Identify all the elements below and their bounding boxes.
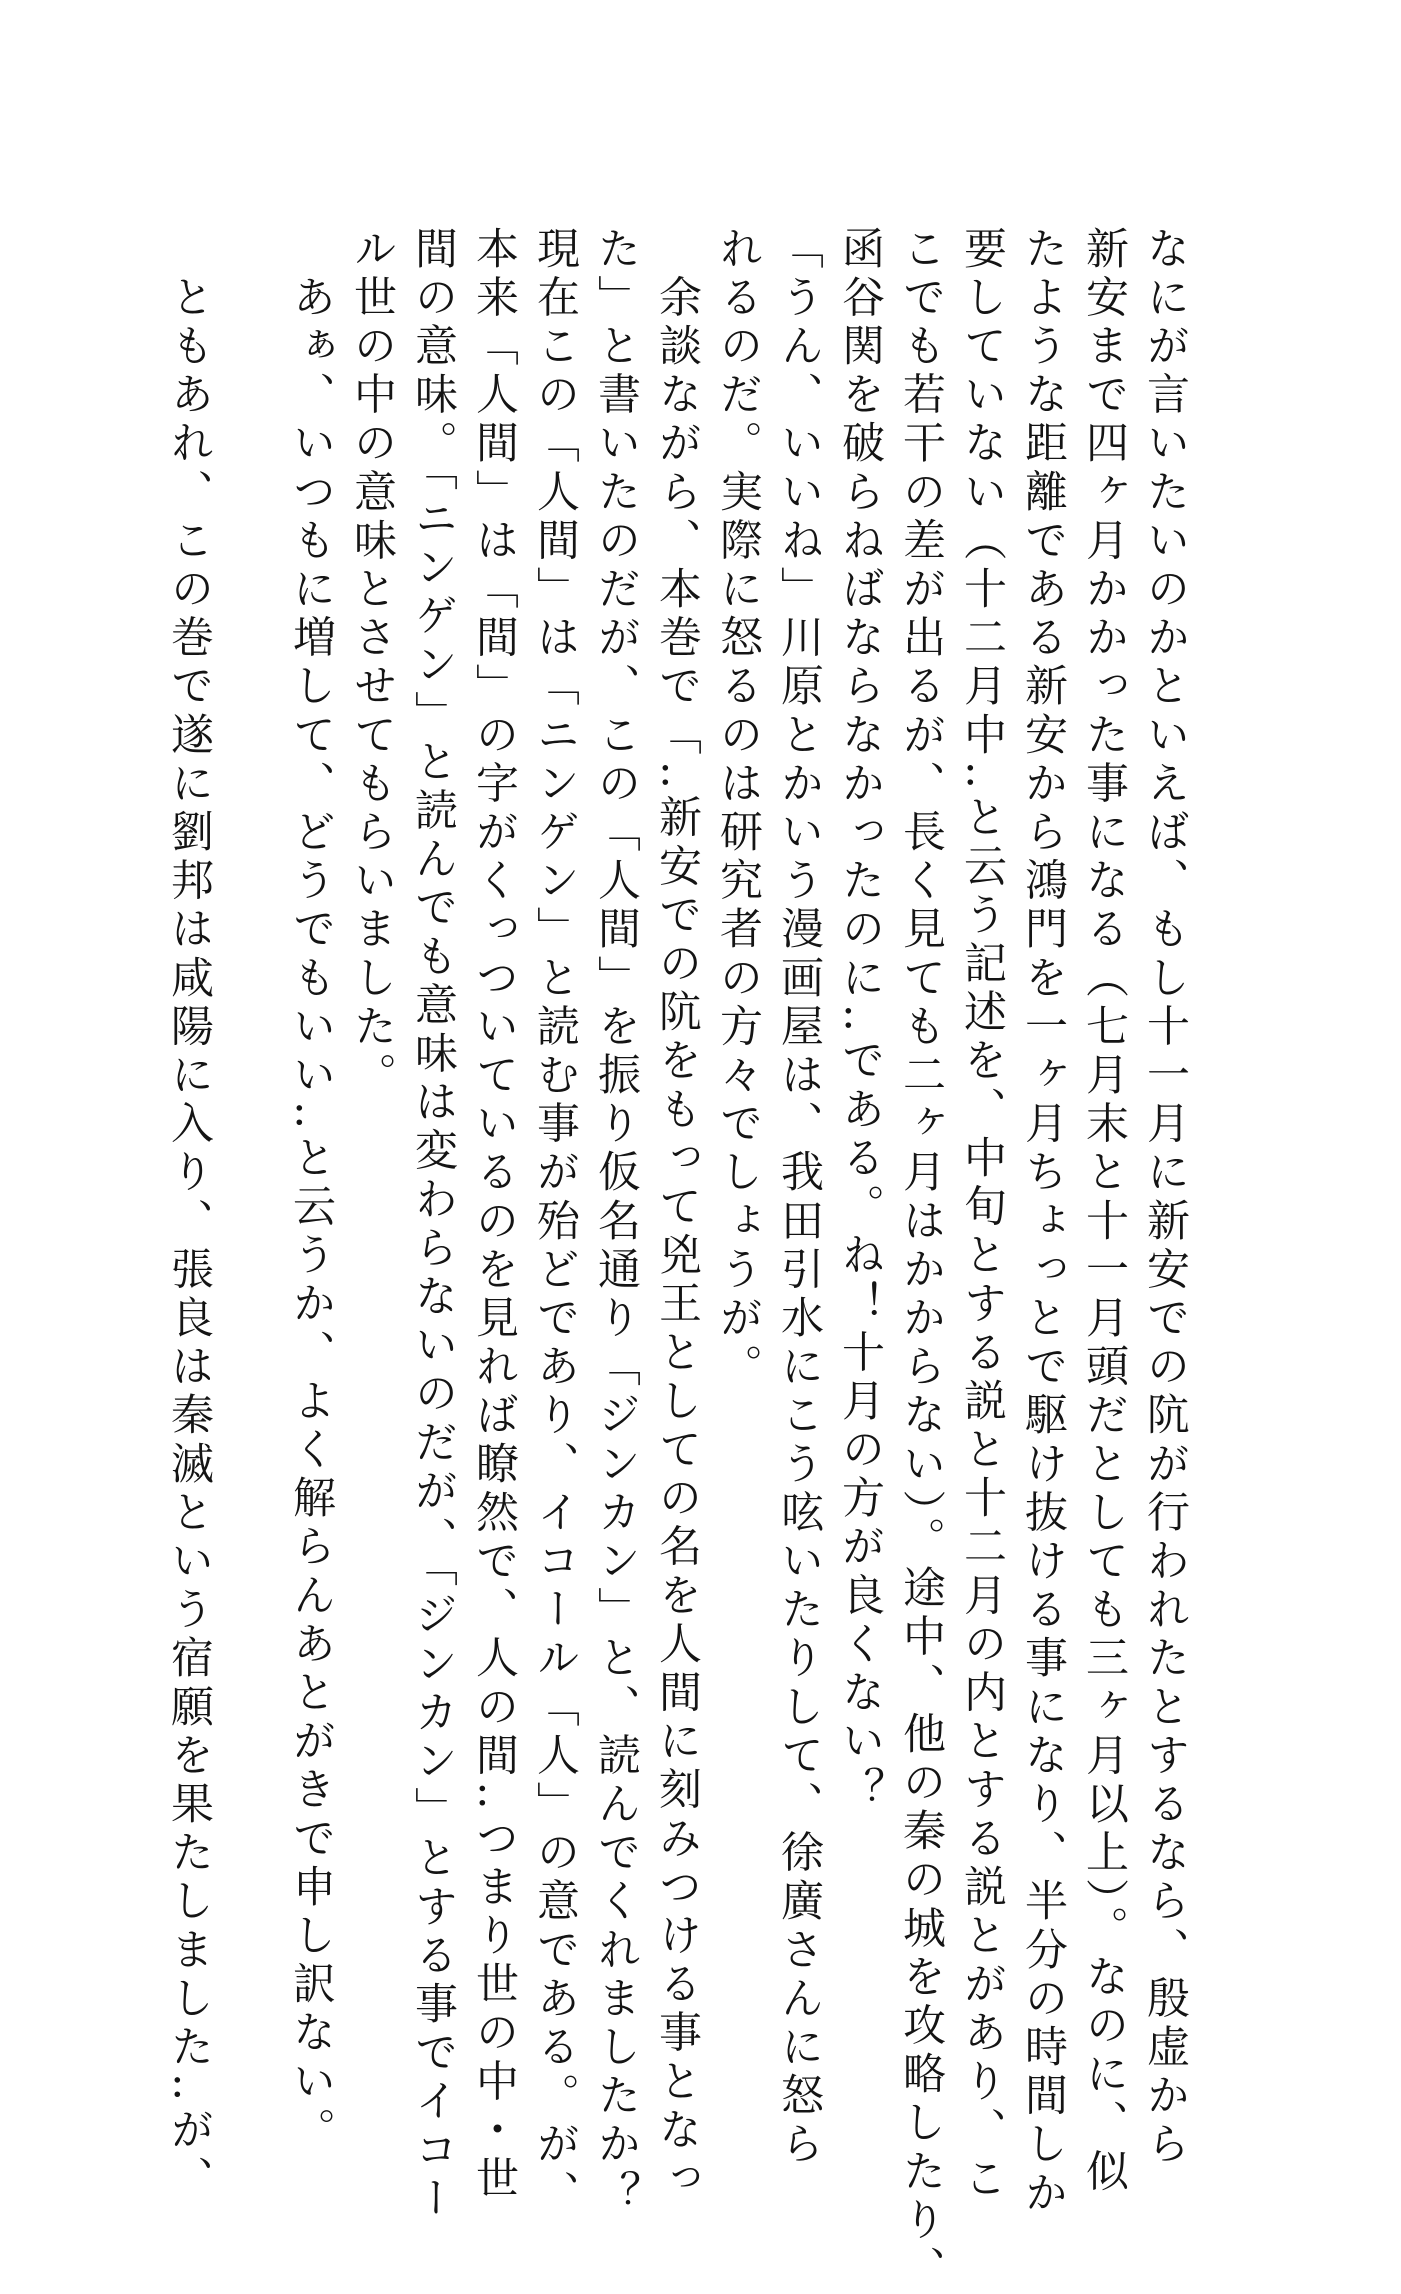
text-column: 現在この「人間」は「ニンゲン」と読む事が殆どであり、イコール「人」の意である。が、: [530, 226, 580, 2219]
text-column: こでも若干の差が出るが、長く見ても二ヶ月はかからない）。途中、他の秦の城を攻略したり、: [896, 226, 946, 2294]
blank-column-spacer: [219, 226, 280, 227]
text-column: 本来「人間」は「間」の字がくっついているのを見れば瞭然で、人の間‥つまり世の中・世: [469, 226, 519, 2205]
text-column: た」と書いたのだが、この「人間」を振り仮名通り「ジンカン」と、読んでくれましたか？: [591, 226, 641, 2219]
vertical-text-body: [158, 226, 1195, 2294]
text-column: 函谷関を破らねばならなかったのに‥である。ね！十月の方が良くない？: [835, 226, 885, 1816]
text-column: なにが言いたいのかといえば、もし十一月に新安での阬が行われたとするなら、殷虚から: [1140, 226, 1190, 2170]
text-column: ともあれ、この巻で遂に劉邦は咸陽に入り、張良は秦滅という宿願を果たしました‥が、: [164, 226, 214, 2205]
text-column: 「うん、いいね」川原とかいう漫画屋は、我田引水にこう呟いたりして、徐廣さんに怒ら: [774, 226, 824, 2170]
text-column: 間の意味。「ニンゲン」と読んでも意味は変わらないのだが、「ジンカン」とする事でイコー: [408, 226, 458, 2225]
text-column: 新安まで四ヶ月かかった事になる（七月末と十一月頭だとしても三ヶ月以上）。なのに、似: [1079, 226, 1129, 2198]
text-column: たような距離である新安から鴻門を一ヶ月ちょっとで駆け抜ける事になり、半分の時間しか: [1018, 226, 1068, 2219]
text-column: あぁ、いつもに増して、どうでもいい‥と云うか、よく解らんあとがきで申し訳ない。: [286, 226, 336, 2156]
text-column: 余談ながら、本巻で「‥新安での阬をもって兇王としての名を人間に刻みつける事となっ: [652, 226, 702, 2205]
text-column: ル世の中の意味とさせてもらいました。: [347, 226, 397, 1101]
text-column: 要していない（十二月中‥と云う記述を、中旬とする説と十二月の内とする説とがあり、こ: [957, 226, 1007, 2205]
text-column: れるのだ。実際に怒るのは研究者の方々でしょうが。: [713, 226, 763, 1393]
